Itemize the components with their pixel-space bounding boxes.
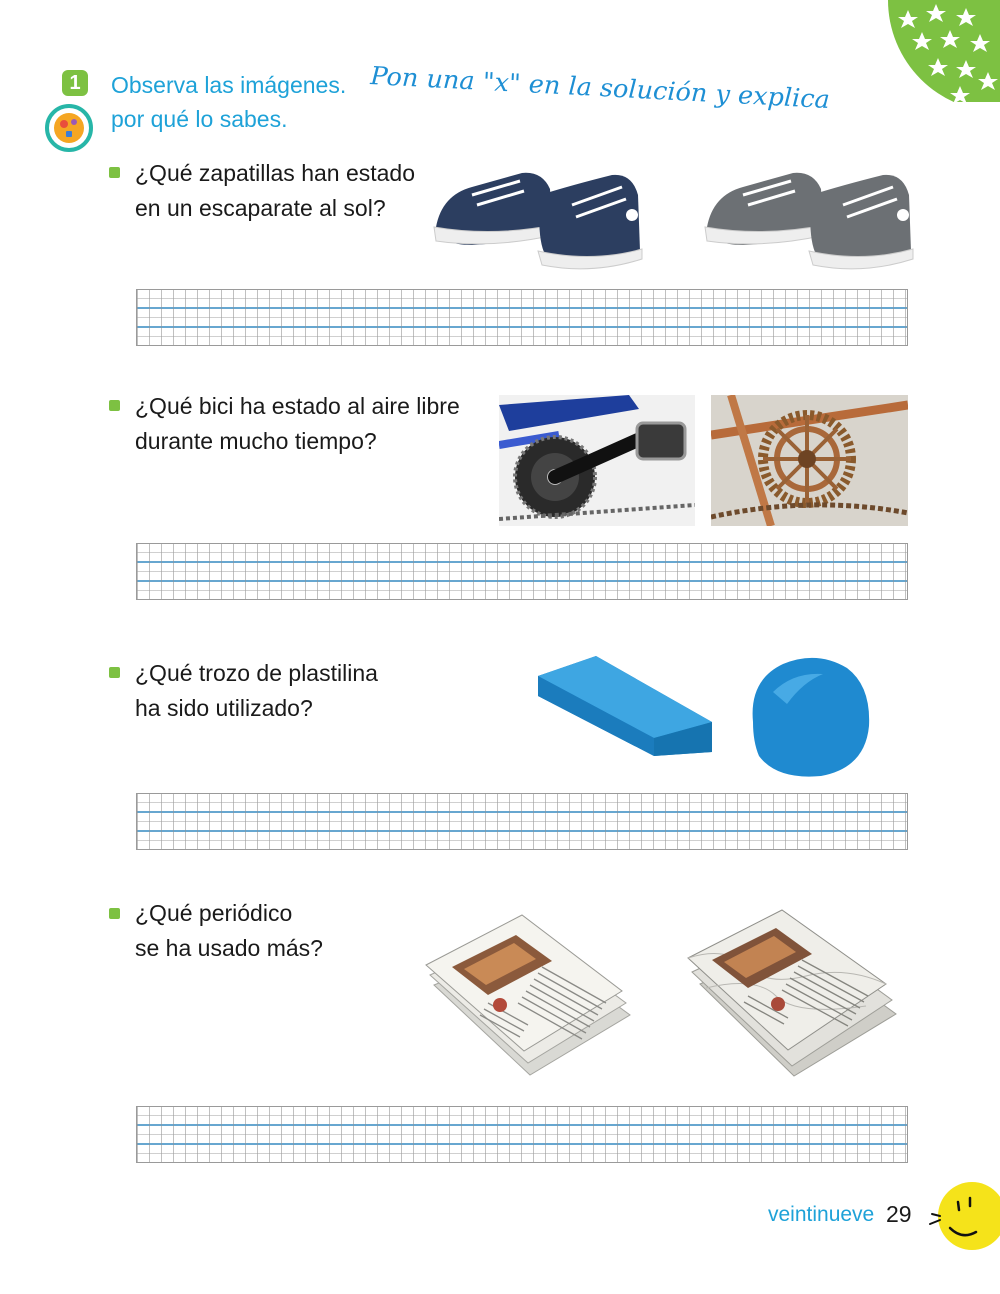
exercise-heading-line2: por qué lo sabes. [111,106,288,132]
question-1-line2: en un escaparate al sol? [135,195,386,221]
page-number-word: veintinueve [768,1203,875,1226]
question-bullet [109,400,120,411]
smiley-face-icon [928,1180,1000,1252]
answer-writing-grid-4[interactable] [136,1106,908,1163]
question-4-line2: se ha usado más? [135,935,323,961]
answer-writing-grid-2[interactable] [136,543,908,600]
faded-gray-sneakers-image[interactable] [703,165,915,273]
navy-sneakers-image[interactable] [432,165,644,273]
question-3-line2: ha sido utilizado? [135,695,313,721]
question-4-line1: ¿Qué periódico [135,900,293,926]
neat-newspaper-image[interactable] [424,905,636,1083]
thinking-head-icon [44,103,94,153]
exercise-heading-line1: Observa las imágenes. [111,72,347,98]
question-bullet [109,908,120,919]
question-1-line1: ¿Qué zapatillas han estado [135,160,416,186]
handwritten-note-text: Pon una "x" en la solución y explica [369,61,821,114]
crumpled-newspaper-image[interactable] [686,896,906,1082]
question-2-line2: durante mucho tiempo? [135,428,377,454]
blue-clay-ball-image[interactable] [743,652,873,782]
question-bullet [109,167,120,178]
new-bike-chainring-image[interactable] [499,395,695,526]
star-pattern-decoration [888,0,1000,102]
answer-writing-grid-3[interactable] [136,793,908,850]
rusty-bike-chainring-image[interactable] [711,395,908,526]
question-3-line1: ¿Qué trozo de plastilina [135,660,378,686]
exercise-number-badge: 1 [62,70,88,96]
question-bullet [109,667,120,678]
page-number: 29 [886,1201,912,1227]
blue-clay-block-image[interactable] [534,652,717,758]
question-2-line1: ¿Qué bici ha estado al aire libre [135,393,460,419]
answer-writing-grid-1[interactable] [136,289,908,346]
handwritten-note [368,46,838,118]
